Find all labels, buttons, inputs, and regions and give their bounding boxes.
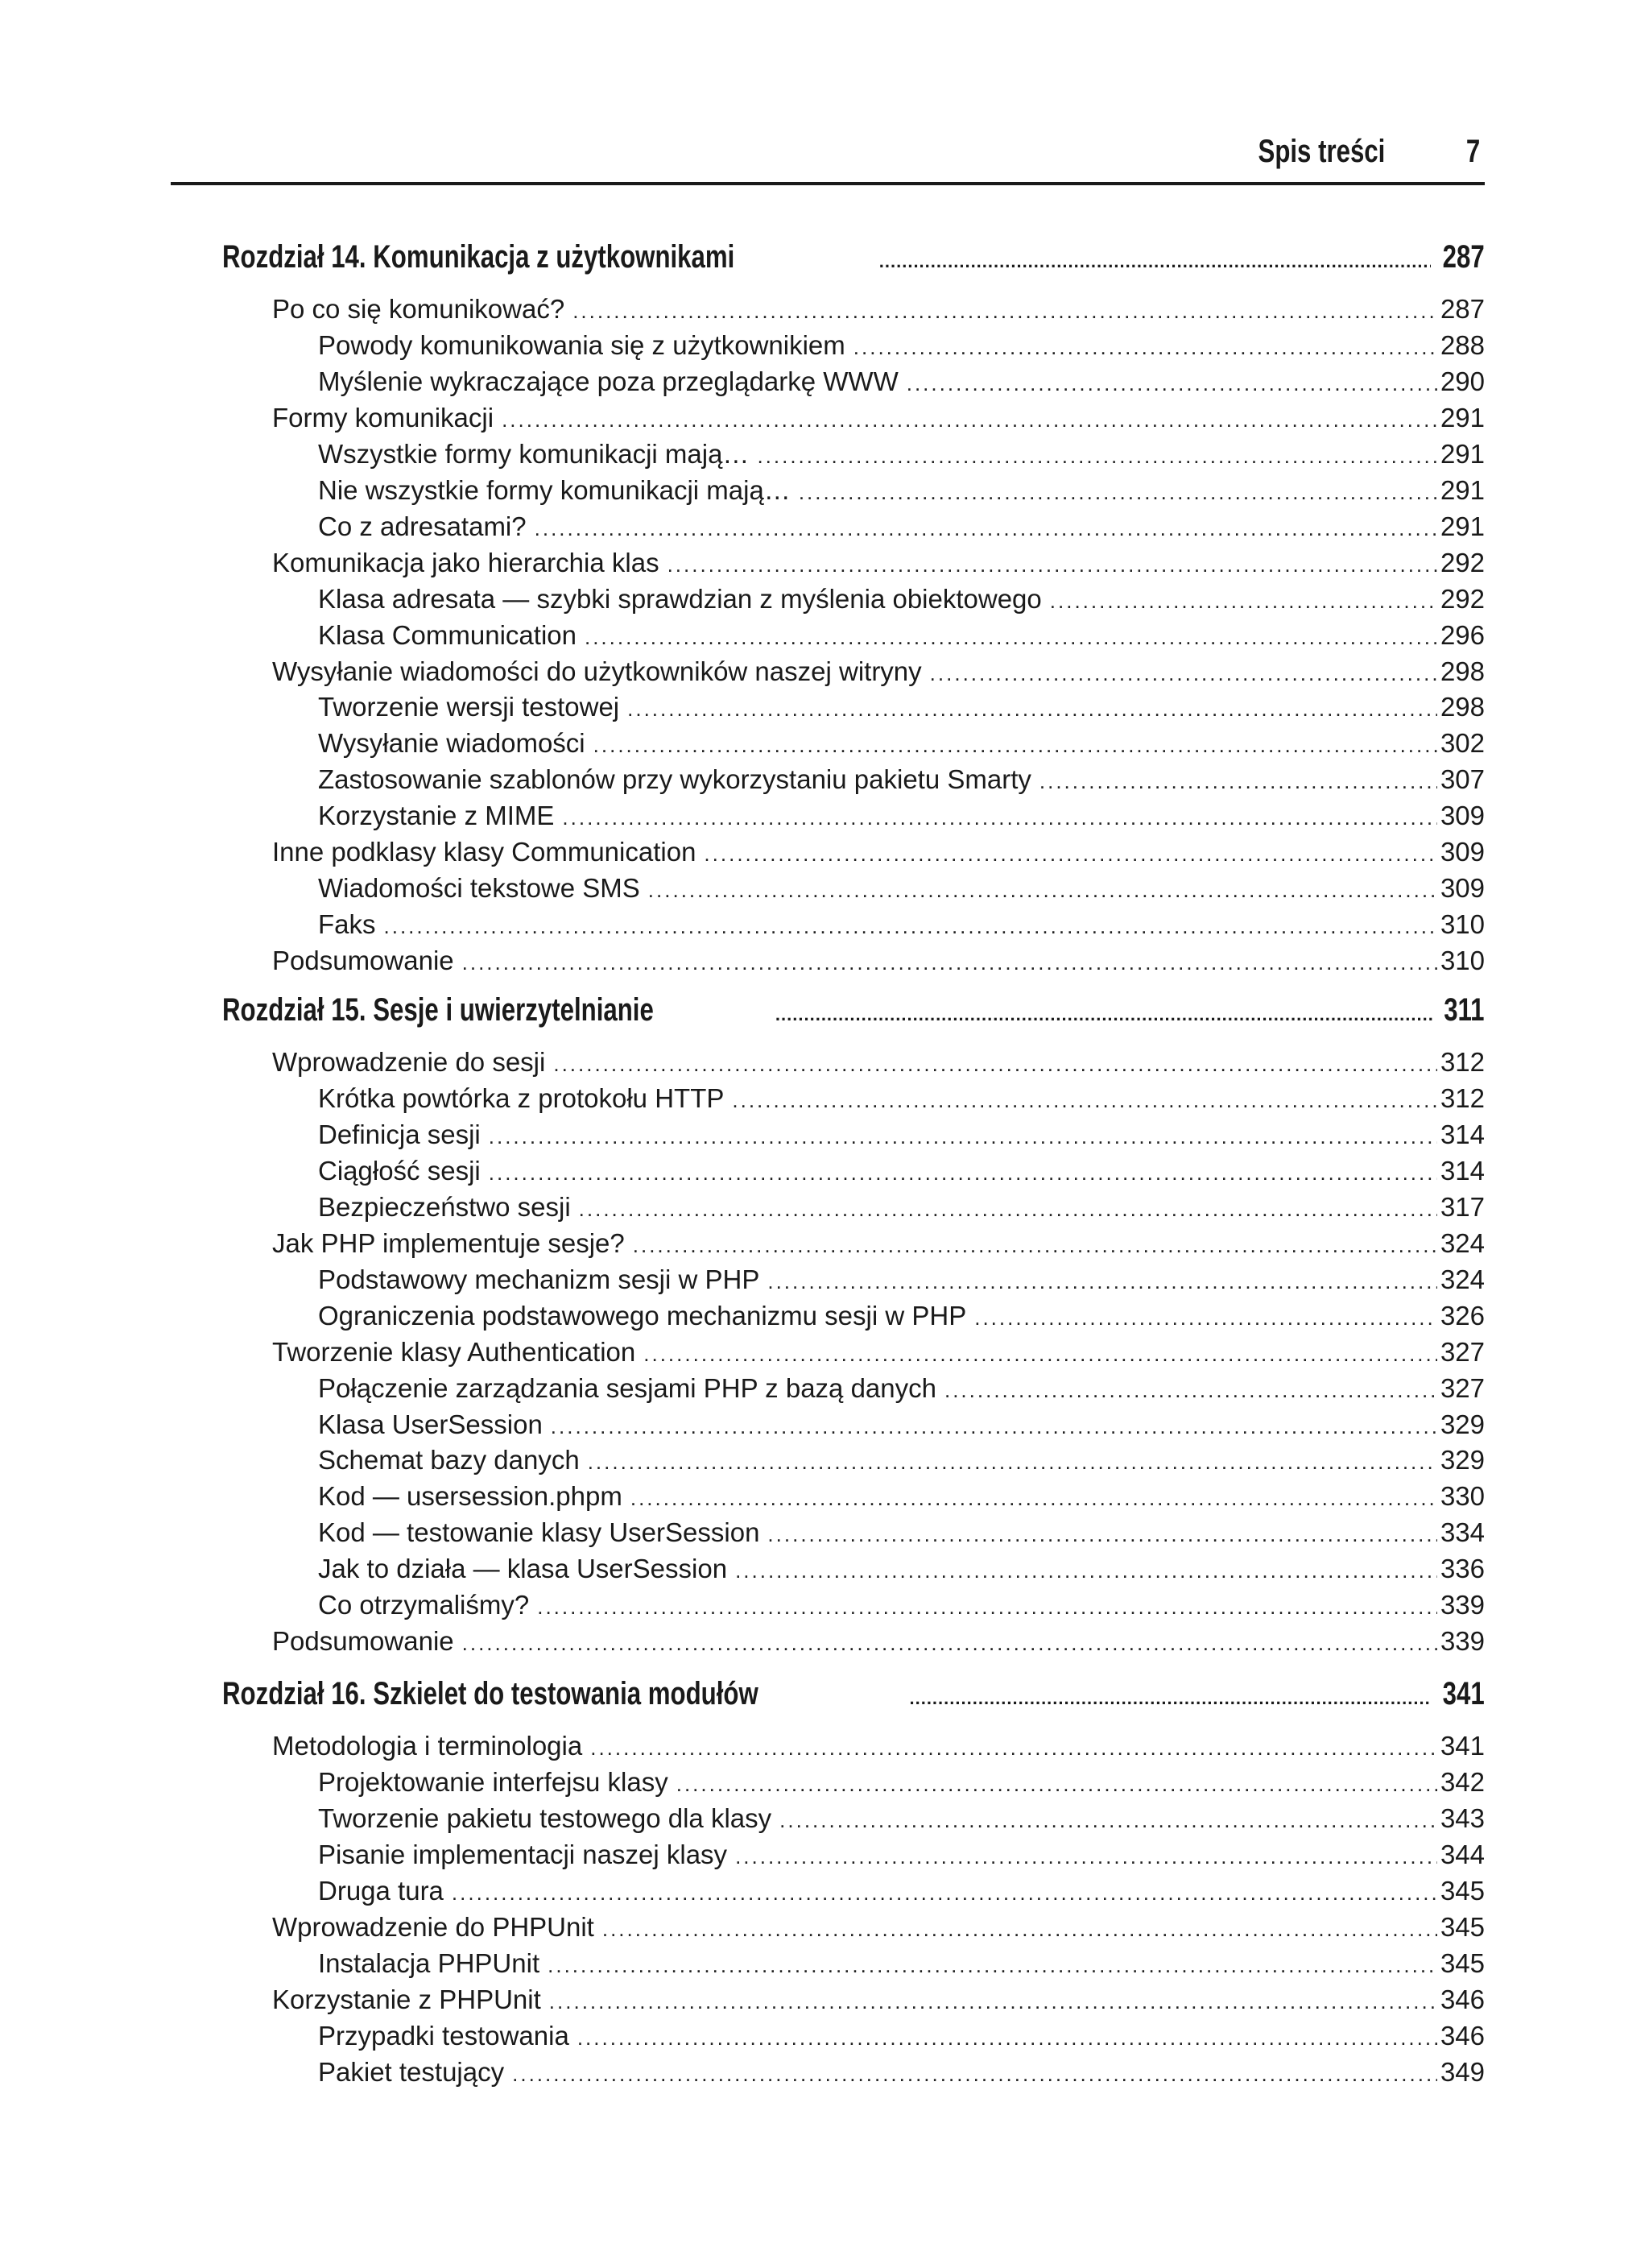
entry-page-number: 342 <box>1440 1766 1485 1797</box>
entry-title: Myślenie wykraczające poza przeglądarkę WWW <box>318 364 907 399</box>
entry-page-number: 339 <box>1440 1590 1485 1620</box>
entry-title: Korzystanie z PHPUnit <box>272 1982 549 2018</box>
dot-leader <box>489 1155 1437 1189</box>
entry-title: Ograniczenia podstawowego mechanizmu sesji w PHP <box>318 1298 974 1334</box>
toc-section-entry[interactable] <box>272 834 1485 870</box>
toc-subsection-entry[interactable] <box>318 1190 1485 1225</box>
toc-section-entry[interactable] <box>272 400 1485 436</box>
entry-title: Tworzenie klasy Authentication <box>272 1335 643 1370</box>
entry-title: Projektowanie interfejsu klasy <box>318 1765 676 1800</box>
dot-leader <box>648 872 1437 906</box>
entry-title: Jak PHP implementuje sesje? <box>272 1226 633 1261</box>
entry-page-number: 344 <box>1440 1839 1485 1869</box>
dot-leader <box>930 656 1437 689</box>
entry-page-number: 291 <box>1440 511 1485 541</box>
entry-page-number: 291 <box>1440 402 1485 432</box>
toc-subsection-entry[interactable] <box>318 1946 1485 1981</box>
entry-title: Metodologia i terminologia <box>272 1728 590 1764</box>
header-page-number: 7 <box>1465 134 1480 169</box>
entry-page-number: 346 <box>1440 1984 1485 2014</box>
entry-title: Podstawowy mechanizm sesji w PHP <box>318 1262 767 1297</box>
toc-subsection-entry[interactable] <box>318 871 1485 906</box>
dot-leader <box>853 329 1437 363</box>
dot-leader <box>549 1984 1437 2018</box>
toc-subsection-entry[interactable] <box>318 437 1485 472</box>
entry-title: Instalacja PHPUnit <box>318 1946 548 1981</box>
entry-page-number: 296 <box>1440 619 1485 650</box>
entry-title: Podsumowanie <box>272 943 462 979</box>
entry-page-number: 327 <box>1440 1336 1485 1367</box>
toc-subsection-entry[interactable] <box>318 1873 1485 1909</box>
dot-leader <box>572 293 1437 327</box>
toc-section-entry[interactable] <box>272 1624 1485 1659</box>
entry-page-number: 343 <box>1440 1802 1485 1833</box>
dot-leader <box>602 1911 1437 1945</box>
entry-title: Nie wszystkie formy komunikacji mają… <box>318 473 799 508</box>
toc-subsection-entry[interactable] <box>318 581 1485 617</box>
dot-leader <box>577 2020 1437 2054</box>
entry-page-number: 302 <box>1440 728 1485 759</box>
entry-title: Powody komunikowania się z użytkownikiem <box>318 328 853 363</box>
toc-section-entry[interactable] <box>272 943 1485 979</box>
entry-title: Co z adresatami? <box>318 509 535 544</box>
entry-page-number: 345 <box>1440 1947 1485 1978</box>
dot-leader <box>909 1677 1431 1715</box>
entry-title: Po co się komunikować? <box>272 292 572 327</box>
dot-leader <box>799 474 1437 508</box>
toc-subsection-entry[interactable] <box>318 726 1485 761</box>
entry-page-number: 291 <box>1440 438 1485 469</box>
toc-subsection-entry[interactable] <box>318 1551 1485 1587</box>
toc-section-entry[interactable] <box>272 654 1485 689</box>
toc-section-entry[interactable] <box>272 1982 1485 2018</box>
entry-title: Wszystkie formy komunikacji mają… <box>318 437 757 472</box>
dot-leader <box>535 511 1437 544</box>
entry-page-number: 326 <box>1440 1300 1485 1331</box>
dot-leader <box>562 800 1437 834</box>
entry-title: Pisanie implementacji naszej klasy <box>318 1837 735 1873</box>
dot-leader <box>704 836 1437 870</box>
toc-section-entry[interactable] <box>272 1045 1485 1080</box>
entry-page-number: 298 <box>1440 656 1485 686</box>
toc-subsection-entry[interactable] <box>318 1801 1485 1836</box>
dot-leader <box>590 1730 1437 1764</box>
entry-page-number: 345 <box>1440 1911 1485 1942</box>
dot-leader <box>384 908 1437 942</box>
toc-subsection-entry[interactable] <box>318 1837 1485 1873</box>
toc-subsection-entry[interactable] <box>318 1371 1485 1406</box>
entry-page-number: 324 <box>1440 1227 1485 1258</box>
dot-leader <box>627 691 1437 725</box>
entry-page-number: 339 <box>1440 1626 1485 1657</box>
dot-leader <box>633 1227 1437 1261</box>
toc-section-entry[interactable] <box>272 1226 1485 1261</box>
toc-subsection-entry[interactable] <box>318 689 1485 725</box>
dot-leader <box>630 1480 1437 1514</box>
toc-section-entry[interactable] <box>272 1335 1485 1370</box>
dot-leader <box>732 1082 1437 1116</box>
entry-page-number: 334 <box>1440 1517 1485 1548</box>
entry-title: Bezpieczeństwo sesji <box>318 1190 579 1225</box>
toc-subsection-entry[interactable] <box>318 1081 1485 1116</box>
toc-chapter-heading[interactable] <box>222 235 1485 279</box>
dot-leader <box>1039 764 1437 797</box>
entry-page-number: 287 <box>1440 294 1485 324</box>
entry-title: Zastosowanie szablonów przy wykorzystaniu pakietu Smarty <box>318 762 1039 797</box>
dot-leader <box>779 1802 1437 1836</box>
toc-subsection-entry[interactable] <box>318 762 1485 797</box>
entry-page-number: 290 <box>1440 366 1485 396</box>
dot-leader <box>553 1046 1437 1080</box>
entry-title: Kod — testowanie klasy UserSession <box>318 1515 767 1550</box>
entry-title: Kod — usersession.phpm <box>318 1479 630 1514</box>
toc-subsection-entry[interactable] <box>318 1262 1485 1297</box>
dot-leader <box>775 993 1433 1032</box>
toc-section-entry[interactable] <box>272 1728 1485 1764</box>
dot-leader <box>767 1517 1437 1550</box>
entry-page-number: 310 <box>1440 946 1485 976</box>
entry-title: Klasa Communication <box>318 618 585 653</box>
toc-subsection-entry[interactable] <box>318 1117 1485 1153</box>
toc-subsection-entry[interactable] <box>318 1298 1485 1334</box>
header-title: Spis treści <box>1258 134 1385 169</box>
toc-subsection-entry[interactable] <box>318 328 1485 363</box>
dot-leader <box>462 945 1437 979</box>
entry-title: Tworzenie wersji testowej <box>318 689 627 725</box>
entry-title: Co otrzymaliśmy? <box>318 1587 537 1623</box>
entry-page-number: 312 <box>1440 1082 1485 1113</box>
dot-leader <box>767 1264 1437 1297</box>
dot-leader <box>667 547 1437 581</box>
dot-leader <box>462 1625 1437 1659</box>
dot-leader <box>585 619 1437 653</box>
entry-page-number: 310 <box>1440 909 1485 940</box>
dot-leader <box>588 1444 1437 1478</box>
dot-leader <box>735 1553 1437 1587</box>
entry-title: Tworzenie pakietu testowego dla klasy <box>318 1801 779 1836</box>
entry-title: Formy komunikacji <box>272 400 502 436</box>
toc-section-entry[interactable] <box>272 292 1485 327</box>
entry-title: Wprowadzenie do sesji <box>272 1045 553 1080</box>
entry-page-number: 314 <box>1440 1155 1485 1186</box>
dot-leader <box>944 1372 1437 1406</box>
entry-page-number: 329 <box>1440 1445 1485 1475</box>
entry-page-number: 309 <box>1440 837 1485 867</box>
entry-title: Pakiet testujący <box>318 2055 512 2090</box>
entry-title: Połączenie zarządzania sesjami PHP z bazą danych <box>318 1371 944 1406</box>
dot-leader <box>593 727 1437 761</box>
entry-page-number: 336 <box>1440 1554 1485 1584</box>
toc-section-entry[interactable] <box>272 545 1485 581</box>
dot-leader <box>735 1839 1437 1873</box>
toc-subsection-entry[interactable] <box>318 1442 1485 1478</box>
entry-page-number: 330 <box>1440 1481 1485 1512</box>
toc-subsection-entry[interactable] <box>318 798 1485 834</box>
entry-title: Wiadomości tekstowe SMS <box>318 871 648 906</box>
entry-title: Wysyłanie wiadomości <box>318 726 593 761</box>
toc-subsection-entry[interactable] <box>318 1515 1485 1550</box>
entry-page-number: 291 <box>1440 474 1485 505</box>
toc-subsection-entry[interactable] <box>318 2018 1485 2054</box>
toc-subsection-entry[interactable] <box>318 2055 1485 2090</box>
entry-title: Wprowadzenie do PHPUnit <box>272 1910 602 1945</box>
entry-page-number: 327 <box>1440 1372 1485 1403</box>
entry-title: Krótka powtórka z protokołu HTTP <box>318 1081 732 1116</box>
dot-leader <box>974 1300 1437 1334</box>
entry-title: Jak to działa — klasa UserSession <box>318 1551 735 1587</box>
entry-title: Definicja sesji <box>318 1117 489 1153</box>
entry-page-number: 346 <box>1440 2020 1485 2051</box>
toc-subsection-entry[interactable] <box>318 1479 1485 1514</box>
entry-title: Druga tura <box>318 1873 452 1909</box>
entry-page-number: 312 <box>1440 1047 1485 1077</box>
entry-page-number: 307 <box>1440 764 1485 795</box>
toc-subsection-entry[interactable] <box>318 509 1485 544</box>
dot-leader <box>551 1409 1437 1442</box>
entry-page-number: 309 <box>1440 873 1485 904</box>
dot-leader <box>1050 583 1437 617</box>
toc-chapter-heading[interactable] <box>222 988 1485 1032</box>
entry-page-number: 309 <box>1440 801 1485 831</box>
entry-title: Klasa adresata — szybki sprawdzian z myślenia obiektowego <box>318 581 1050 617</box>
chapter-title: Rozdział 15. Sesje i uwierzytelnianie <box>222 992 654 1028</box>
toc-subsection-entry[interactable] <box>318 618 1485 653</box>
dot-leader <box>643 1336 1437 1370</box>
dot-leader <box>676 1766 1437 1800</box>
chapter-title: Rozdział 14. Komunikacja z użytkownikami <box>222 239 735 275</box>
entry-page-number: 292 <box>1440 547 1485 577</box>
entry-title: Komunikacja jako hierarchia klas <box>272 545 667 581</box>
toc-subsection-entry[interactable] <box>318 1765 1485 1800</box>
toc-chapter-heading[interactable] <box>222 1672 1485 1715</box>
entry-title: Schemat bazy danych <box>318 1442 588 1478</box>
entry-page-number: 314 <box>1440 1119 1485 1149</box>
chapter-page-number: 341 <box>1442 1676 1485 1711</box>
toc-section-entry[interactable] <box>272 1910 1485 1945</box>
entry-page-number: 317 <box>1440 1191 1485 1222</box>
dot-leader <box>537 1589 1437 1623</box>
toc-subsection-entry[interactable] <box>318 1407 1485 1442</box>
chapter-page-number: 287 <box>1442 239 1485 275</box>
entry-page-number: 324 <box>1440 1264 1485 1294</box>
entry-title: Przypadki testowania <box>318 2018 577 2054</box>
dot-leader <box>489 1119 1437 1153</box>
entry-title: Klasa UserSession <box>318 1407 551 1442</box>
toc-subsection-entry[interactable] <box>318 1153 1485 1189</box>
entry-title: Inne podklasy klasy Communication <box>272 834 704 870</box>
entry-title: Korzystanie z MIME <box>318 798 562 834</box>
chapter-title: Rozdział 16. Szkielet do testowania modułów <box>222 1676 758 1711</box>
toc-subsection-entry[interactable] <box>318 364 1485 399</box>
entry-title: Faks <box>318 907 384 942</box>
entry-page-number: 298 <box>1440 692 1485 722</box>
dot-leader <box>502 402 1437 436</box>
entry-page-number: 329 <box>1440 1409 1485 1439</box>
dot-leader <box>907 366 1437 399</box>
dot-leader <box>757 438 1437 472</box>
toc-subsection-entry[interactable] <box>318 473 1485 508</box>
entry-page-number: 345 <box>1440 1875 1485 1906</box>
entry-page-number: 292 <box>1440 583 1485 614</box>
chapter-page-number: 311 <box>1444 992 1485 1028</box>
dot-leader <box>512 2056 1437 2090</box>
entry-title: Ciągłość sesji <box>318 1153 489 1189</box>
entry-page-number: 349 <box>1440 2056 1485 2087</box>
toc-subsection-entry[interactable] <box>318 907 1485 942</box>
entry-title: Podsumowanie <box>272 1624 462 1659</box>
dot-leader <box>879 240 1431 279</box>
entry-page-number: 288 <box>1440 329 1485 360</box>
dot-leader <box>579 1191 1437 1225</box>
dot-leader <box>452 1875 1437 1909</box>
toc-subsection-entry[interactable] <box>318 1587 1485 1623</box>
dot-leader <box>548 1947 1437 1981</box>
entry-page-number: 341 <box>1440 1731 1485 1761</box>
entry-title: Wysyłanie wiadomości do użytkowników naszej witryny <box>272 654 930 689</box>
